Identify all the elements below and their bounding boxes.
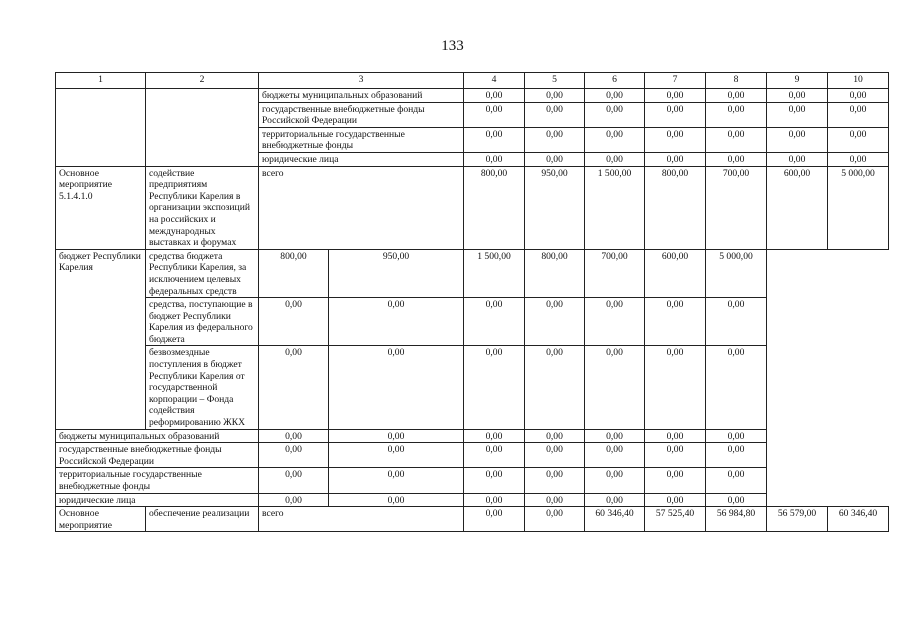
budget-table [55,72,889,532]
value-cell: 0,00 [706,89,767,103]
source-label-cell: юридические лица [259,152,464,166]
value-cell: 0,00 [767,152,828,166]
value-cell: 0,00 [585,89,645,103]
value-cell: 0,00 [259,346,329,429]
value-cell: 0,00 [329,468,464,493]
column-header: 10 [828,73,889,89]
value-cell: 0,00 [645,429,706,443]
page-number: 133 [441,38,464,54]
value-cell: 0,00 [525,152,585,166]
value-cell: 700,00 [585,249,645,297]
value-cell: 0,00 [259,298,329,346]
value-cell: 0,00 [464,507,525,532]
value-cell: 0,00 [645,152,706,166]
value-cell: 0,00 [585,102,645,127]
value-cell: 0,00 [828,102,889,127]
regional-budget-block [56,249,889,429]
value-cell: 800,00 [464,166,525,249]
value-cell: 700,00 [706,166,767,249]
source-label-cell: территориальные государственные внебюджетные фонды [56,468,259,493]
value-cell: 950,00 [329,249,464,297]
value-cell: 0,00 [525,298,585,346]
table-row [56,346,889,429]
value-cell: 0,00 [464,152,525,166]
value-cell: 0,00 [525,127,585,152]
value-cell: 0,00 [828,127,889,152]
value-cell: 0,00 [464,468,525,493]
value-cell: 0,00 [525,346,585,429]
column-header: 3 [259,73,464,89]
value-cell: 56 984,80 [706,507,767,532]
empty-cell [146,89,259,167]
table-row [56,166,889,249]
source-label-cell: бюджеты муниципальных образований [56,429,259,443]
value-cell: 0,00 [464,89,525,103]
value-cell: 0,00 [706,127,767,152]
value-cell: 0,00 [645,89,706,103]
value-cell: 0,00 [706,493,767,507]
column-header: 1 [56,73,146,89]
value-cell: 0,00 [525,443,585,468]
value-cell: 0,00 [706,102,767,127]
value-cell: 0,00 [645,346,706,429]
value-cell: 0,00 [525,89,585,103]
column-header: 6 [585,73,645,89]
value-cell: 0,00 [585,443,645,468]
value-cell: 0,00 [585,346,645,429]
table-row [56,298,889,346]
value-cell: 0,00 [645,102,706,127]
value-cell: 0,00 [585,493,645,507]
value-cell: 0,00 [767,127,828,152]
value-cell: 0,00 [525,102,585,127]
value-cell: 1 500,00 [585,166,645,249]
source-label-cell: всего [259,166,464,249]
column-header: 8 [706,73,767,89]
table-row [56,249,889,297]
value-cell: 0,00 [464,127,525,152]
value-cell: 0,00 [645,443,706,468]
value-cell: 800,00 [259,249,329,297]
value-cell: 0,00 [329,443,464,468]
value-cell: 60 346,40 [828,507,889,532]
value-cell: 0,00 [585,298,645,346]
table-row [56,443,889,468]
value-cell: 5 000,00 [828,166,889,249]
value-cell: 0,00 [706,346,767,429]
value-cell: 0,00 [464,443,525,468]
value-cell: 0,00 [706,468,767,493]
value-cell: 0,00 [525,493,585,507]
source-label-cell: территориальные государственные внебюджетные фонды [259,127,464,152]
value-cell: 0,00 [645,298,706,346]
value-cell: 0,00 [329,346,464,429]
value-cell: 0,00 [645,127,706,152]
source-label-cell: средства бюджета Республики Карелия, за исключением целевых федеральных средств [146,249,259,297]
value-cell: 0,00 [525,507,585,532]
value-cell: 0,00 [464,102,525,127]
measure-code-cell: Основное мероприятие [56,507,146,532]
column-header: 2 [146,73,259,89]
value-cell: 0,00 [706,429,767,443]
value-cell: 0,00 [259,468,329,493]
value-cell: 0,00 [585,152,645,166]
value-cell: 0,00 [706,298,767,346]
table-row [56,507,889,532]
value-cell: 800,00 [525,249,585,297]
value-cell: 0,00 [464,493,525,507]
value-cell: 0,00 [585,127,645,152]
value-cell: 0,00 [259,443,329,468]
table-row [56,89,889,103]
value-cell: 0,00 [464,429,525,443]
value-cell: 600,00 [767,166,828,249]
source-label-cell: бюджеты муниципальных образований [259,89,464,103]
value-cell: 5 000,00 [706,249,767,297]
empty-cell [56,89,146,167]
value-cell: 600,00 [645,249,706,297]
source-label-cell: безвозмездные поступления в бюджет Республики Карелия от государственной корпорации – Фонда содействия реформированию ЖКХ [146,346,259,429]
column-header: 7 [645,73,706,89]
value-cell: 0,00 [329,429,464,443]
value-cell: 60 346,40 [585,507,645,532]
column-header: 9 [767,73,828,89]
source-label-cell: государственные внебюджетные фонды Российской Федерации [56,443,259,468]
value-cell: 0,00 [585,429,645,443]
value-cell: 1 500,00 [464,249,525,297]
value-cell: 0,00 [525,468,585,493]
value-cell: 0,00 [645,493,706,507]
value-cell: 0,00 [329,298,464,346]
value-cell: 0,00 [706,152,767,166]
source-label-cell: государственные внебюджетные фонды Российской Федерации [259,102,464,127]
value-cell: 0,00 [259,429,329,443]
value-cell: 0,00 [329,493,464,507]
value-cell: 0,00 [464,298,525,346]
value-cell: 0,00 [706,443,767,468]
measure-description-cell: содействие предприятиям Республики Карелия в организации экспозиций на российских и международных выставках и форумах [146,166,259,249]
table-row [56,429,889,443]
table-row [56,468,889,493]
value-cell: 0,00 [464,346,525,429]
source-label-cell: средства, поступающие в бюджет Республики Карелия из федерального бюджета [146,298,259,346]
value-cell: 56 579,00 [767,507,828,532]
value-cell: 0,00 [828,89,889,103]
measure-description-cell: обеспечение реализации [146,507,259,532]
column-header: 4 [464,73,525,89]
value-cell: 800,00 [645,166,706,249]
value-cell: 0,00 [525,429,585,443]
table-header-row [56,73,889,89]
source-label-cell: юридические лица [56,493,259,507]
value-cell: 950,00 [525,166,585,249]
value-cell: 0,00 [767,89,828,103]
measure-code-cell: Основное мероприятие 5.1.4.1.0 [56,166,146,249]
value-cell: 0,00 [767,102,828,127]
table-row [56,493,889,507]
budget-source-cell: бюджет Республики Карелия [56,249,146,429]
continuation-block [56,89,889,167]
source-label-cell: всего [259,507,464,532]
value-cell: 0,00 [259,493,329,507]
value-cell: 0,00 [645,468,706,493]
other-sources-block [56,429,889,507]
column-header: 5 [525,73,585,89]
value-cell: 57 525,40 [645,507,706,532]
value-cell: 0,00 [585,468,645,493]
value-cell: 0,00 [828,152,889,166]
